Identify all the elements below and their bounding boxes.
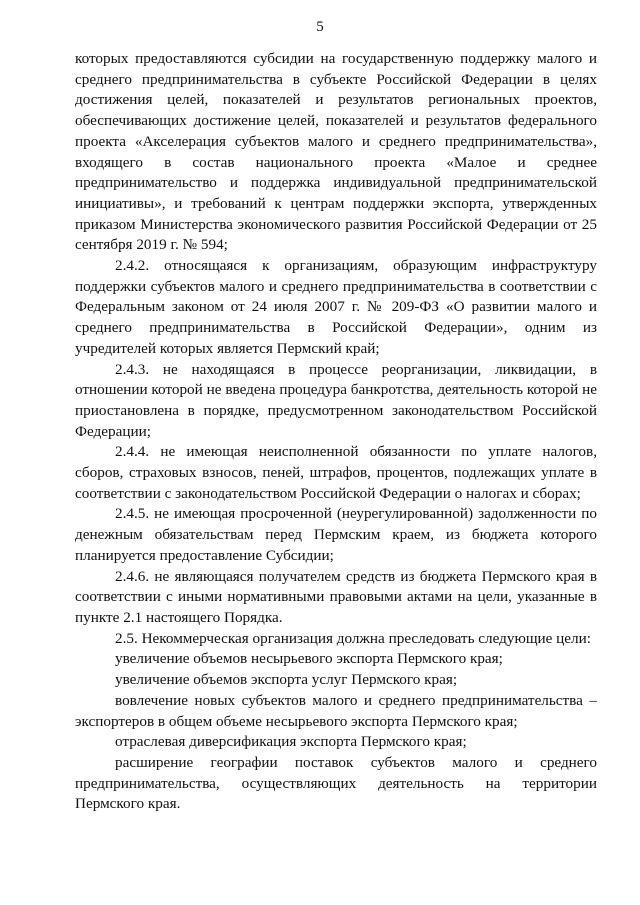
goal-item: увеличение объемов несырьевого экспорта Пермского края; xyxy=(115,650,503,668)
paragraph-2-4-6: 2.4.6. не являющаяся получателем средств из бюджета Пермского края в соответствии с иными нормативными правовыми актами на цели, указанные в пункте 2.1 настоящего Порядка. xyxy=(75,567,597,626)
page-number: 5 xyxy=(316,19,324,35)
paragraph-continuation: которых предоставляются субсидии на государственную поддержку малого и среднего предпринимательства в субъекте Российской Федерации в целях достижения целей, показателей и результатов региональных проектов, обеспечивающих достижение целей, показателей и результатов федерального проекта «Акселерация субъектов малого и среднего предпринимательства», входящего в состав национального проекта «Малое и среднее предпринимательство и поддержка индивидуальной предпринимательской инициативы», и требований к центрам поддержки экспорта, утвержденных приказом Министерства экономического развития Российской Федерации от 25 сентября 2019 г. № 594; xyxy=(75,50,597,254)
goal-item: расширение географии поставок субъектов малого и среднего предпринимательства, осуществляющих деятельность на территории Пермского края. xyxy=(75,753,597,813)
goal-item: отраслевая диверсификация экспорта Пермского края; xyxy=(115,733,467,751)
goal-item: увеличение объемов экспорта услуг Пермского края; xyxy=(115,671,458,689)
paragraph-2-4-3: 2.4.3. не находящаяся в процессе реорганизации, ликвидации, в отношении которой не введена процедура банкротства, деятельность которой не приостановлена в порядке, предусмотренном законодательством Российской Федерации; xyxy=(75,360,597,440)
paragraph-2-5: 2.5. Некоммерческая организация должна преследовать следующие цели: xyxy=(115,629,591,647)
paragraph-2-4-2: 2.4.2. относящаяся к организациям, образующим инфраструктуру поддержки субъектов малого и среднего предпринимательства в соответствии с Федеральным законом от 24 июля 2007 г. № 209-ФЗ «О развитии малого и среднего предпринимательства в Российской Федерации», одним из учредителей которых является Пермский край; xyxy=(75,257,597,357)
paragraph-2-4-4: 2.4.4. не имеющая неисполненной обязанности по уплате налогов, сборов, страховых взносов, пеней, штрафов, процентов, подлежащих уплате в соответствии с законодательством Российской Федерации о налогах и сборах; xyxy=(75,443,597,502)
goal-item: вовлечение новых субъектов малого и среднего предпринимательства – экспортеров в общем объеме несырьевого экспорта Пермского края; xyxy=(75,691,597,730)
paragraph-2-4-5: 2.4.5. не имеющая просроченной (неурегулированной) задолженности по денежным обязательствам перед Пермским краем, из бюджета которого планируется предоставление Субсидии; xyxy=(75,505,597,564)
document-body xyxy=(75,49,597,815)
